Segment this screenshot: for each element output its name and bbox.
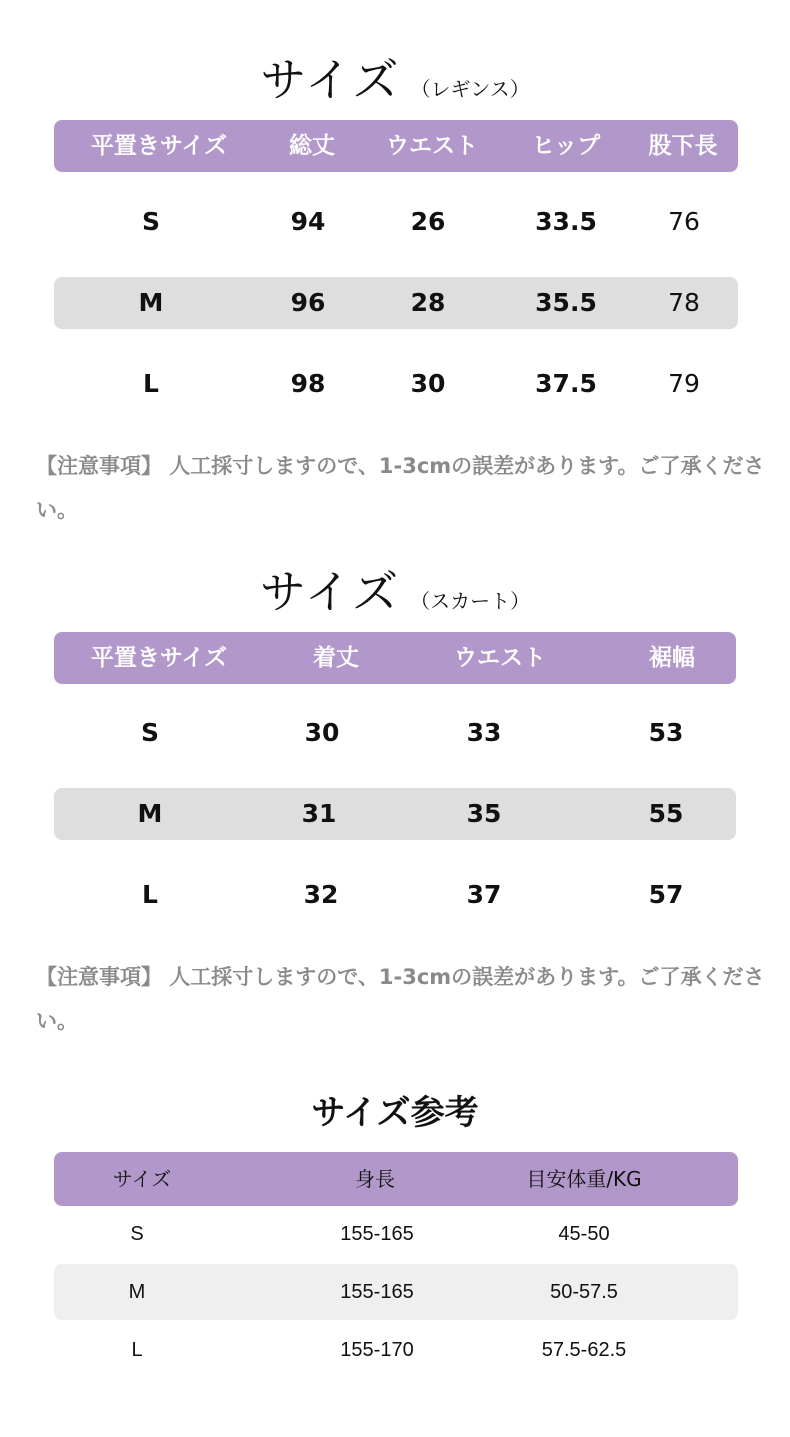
skirt-cell-waist: 33 bbox=[466, 718, 502, 747]
reference-cell-height: 155-165 bbox=[340, 1223, 414, 1245]
leggings-cell-length: 94 bbox=[290, 207, 326, 236]
leggings-row-l bbox=[54, 358, 738, 410]
leggings-row-m bbox=[54, 277, 738, 329]
reference-header-weight: 目安体重/KG bbox=[526, 1167, 642, 1191]
leggings-header-size: 平置きサイズ bbox=[90, 133, 228, 159]
leggings-cell-inseam: 79 bbox=[668, 369, 700, 398]
leggings-cell-size: S bbox=[141, 207, 161, 236]
leggings-cell-inseam: 78 bbox=[668, 288, 700, 317]
skirt-cell-size: S bbox=[140, 718, 160, 747]
reference-cell-size: L bbox=[131, 1339, 143, 1361]
reference-header-size: サイズ bbox=[112, 1167, 172, 1191]
leggings-row-s bbox=[54, 196, 738, 248]
reference-cell-height: 155-165 bbox=[340, 1281, 414, 1303]
skirt-table-header bbox=[54, 632, 736, 684]
skirt-cell-waist: 35 bbox=[466, 799, 502, 828]
leggings-cell-size: L bbox=[143, 369, 159, 398]
skirt-cell-size: L bbox=[142, 880, 158, 909]
reference-title: サイズ参考 bbox=[311, 1093, 479, 1133]
skirt-cell-hem: 55 bbox=[648, 799, 684, 828]
leggings-cell-hip: 35.5 bbox=[535, 288, 597, 317]
skirt-cell-size: M bbox=[137, 799, 163, 828]
leggings-cell-waist: 28 bbox=[410, 288, 446, 317]
reference-cell-weight: 45-50 bbox=[558, 1223, 610, 1245]
leggings-cell-waist: 30 bbox=[410, 369, 446, 398]
skirt-title-main: サイズ bbox=[259, 565, 401, 619]
skirt-cell-hem: 57 bbox=[648, 880, 684, 909]
leggings-cell-hip: 37.5 bbox=[535, 369, 597, 398]
leggings-cell-length: 96 bbox=[290, 288, 326, 317]
leggings-cell-length: 98 bbox=[290, 369, 326, 398]
reference-cell-size: S bbox=[130, 1223, 144, 1245]
reference-header-height: 身長 bbox=[355, 1167, 395, 1191]
leggings-title bbox=[0, 44, 790, 110]
leggings-header-inseam: 股下長 bbox=[648, 133, 718, 159]
reference-cell-size: M bbox=[128, 1281, 146, 1303]
reference-cell-weight: 57.5-62.5 bbox=[541, 1339, 627, 1361]
reference-cell-height: 155-170 bbox=[340, 1339, 414, 1361]
skirt-cell-length: 32 bbox=[303, 880, 339, 909]
leggings-cell-size: M bbox=[138, 288, 164, 317]
reference-row-s bbox=[54, 1206, 738, 1262]
leggings-header-hip: ヒップ bbox=[531, 133, 601, 159]
leggings-title-main: サイズ bbox=[260, 53, 401, 107]
skirt-header-size: 平置きサイズ bbox=[90, 645, 228, 671]
skirt-row-l bbox=[54, 869, 736, 921]
skirt-cell-length: 30 bbox=[304, 718, 340, 747]
skirt-row-s bbox=[54, 707, 736, 759]
leggings-header-waist: ウエスト bbox=[386, 133, 478, 159]
skirt-row-m bbox=[54, 788, 736, 840]
skirt-header-length: 着丈 bbox=[313, 645, 359, 671]
leggings-cell-waist: 26 bbox=[410, 207, 446, 236]
leggings-header-length: 総丈 bbox=[289, 133, 335, 159]
skirt-cell-length: 31 bbox=[301, 799, 337, 828]
reference-cell-weight: 50-57.5 bbox=[550, 1281, 618, 1303]
reference-row-l bbox=[54, 1322, 738, 1378]
leggings-cell-hip: 33.5 bbox=[535, 207, 597, 236]
reference-row-m bbox=[54, 1264, 738, 1320]
skirt-title bbox=[0, 556, 790, 622]
leggings-table-header bbox=[54, 120, 738, 172]
skirt-title-sub: （スカート） bbox=[410, 589, 531, 613]
skirt-header-hem: 裾幅 bbox=[649, 645, 695, 671]
reference-table-header bbox=[54, 1152, 738, 1206]
skirt-cell-waist: 37 bbox=[466, 880, 502, 909]
skirt-cell-hem: 53 bbox=[648, 718, 684, 747]
leggings-title-sub: （レギンス） bbox=[410, 77, 530, 101]
leggings-note: 【注意事項】 人工採寸しますので、1-3cmの誤差があります。ご了承ください。 bbox=[36, 454, 765, 522]
skirt-header-waist: ウエスト bbox=[454, 645, 546, 671]
leggings-cell-inseam: 76 bbox=[668, 207, 700, 236]
skirt-note: 【注意事項】 人工採寸しますので、1-3cmの誤差があります。ご了承ください。 bbox=[36, 965, 765, 1033]
